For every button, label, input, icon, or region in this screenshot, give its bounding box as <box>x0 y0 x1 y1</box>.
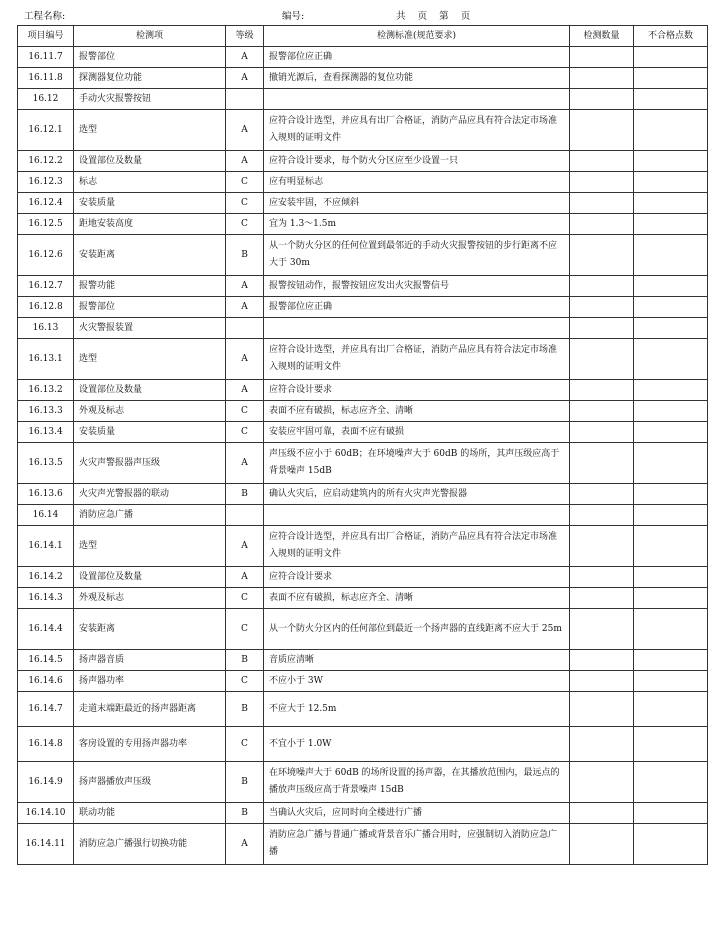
row-grade <box>226 89 264 110</box>
table-row <box>18 297 708 318</box>
row-grade: C <box>226 401 264 422</box>
col-header-standard: 检测标准(规范要求) <box>264 26 570 47</box>
row-id: 16.14.5 <box>18 650 74 671</box>
row-quantity <box>570 297 634 318</box>
row-quantity <box>570 110 634 151</box>
row-grade <box>226 505 264 526</box>
row-id: 16.13.5 <box>18 443 74 484</box>
row-item: 火灾声警报器声压级 <box>74 443 226 484</box>
row-failures <box>634 824 708 865</box>
row-id: 16.13.2 <box>18 380 74 401</box>
row-grade: A <box>226 339 264 380</box>
row-quantity <box>570 89 634 110</box>
row-quantity <box>570 68 634 89</box>
table-row <box>18 650 708 671</box>
table-row <box>18 193 708 214</box>
section-row <box>18 318 708 339</box>
row-failures <box>634 484 708 505</box>
row-failures <box>634 151 708 172</box>
row-item: 火灾警报装置 <box>74 318 226 339</box>
row-standard: 确认火灾后，应启动建筑内的所有火灾声光警报器 <box>264 484 570 505</box>
row-standard: 从一个防火分区的任何位置到最邻近的手动火灾报警按钮的步行距离不应大于 30m <box>264 235 570 276</box>
table-row <box>18 692 708 727</box>
row-id: 16.14 <box>18 505 74 526</box>
row-item: 安装质量 <box>74 193 226 214</box>
row-quantity <box>570 47 634 68</box>
row-grade: C <box>226 727 264 762</box>
row-standard: 应符合设计要求 <box>264 567 570 588</box>
row-standard: 撤销光源后，查看探测器的复位功能 <box>264 68 570 89</box>
row-failures <box>634 762 708 803</box>
row-item: 安装质量 <box>74 422 226 443</box>
row-failures <box>634 235 708 276</box>
row-failures <box>634 89 708 110</box>
table-row <box>18 762 708 803</box>
row-failures <box>634 214 708 235</box>
row-item: 报警功能 <box>74 276 226 297</box>
row-failures <box>634 47 708 68</box>
col-header-grade: 等级 <box>226 26 264 47</box>
row-failures <box>634 193 708 214</box>
row-failures <box>634 692 708 727</box>
row-quantity <box>570 193 634 214</box>
row-grade: C <box>226 609 264 650</box>
row-quantity <box>570 824 634 865</box>
row-standard: 报警部位应正确 <box>264 47 570 68</box>
row-grade: A <box>226 110 264 151</box>
row-quantity <box>570 526 634 567</box>
row-id: 16.12.3 <box>18 172 74 193</box>
row-failures <box>634 401 708 422</box>
row-item: 外观及标志 <box>74 588 226 609</box>
table-row <box>18 401 708 422</box>
row-failures <box>634 297 708 318</box>
row-id: 16.14.3 <box>18 588 74 609</box>
row-id: 16.14.9 <box>18 762 74 803</box>
row-standard: 消防应急广播与普通广播或背景音乐广播合用时，应强制切入消防应急广播 <box>264 824 570 865</box>
table-row <box>18 422 708 443</box>
row-id: 16.12 <box>18 89 74 110</box>
row-grade: A <box>226 443 264 484</box>
row-failures <box>634 588 708 609</box>
row-item: 外观及标志 <box>74 401 226 422</box>
row-quantity <box>570 762 634 803</box>
number-label: 编号: <box>282 11 305 22</box>
row-id: 16.12.1 <box>18 110 74 151</box>
row-id: 16.12.6 <box>18 235 74 276</box>
row-grade: A <box>226 47 264 68</box>
inspection-table <box>17 25 708 865</box>
col-header-failures: 不合格点数 <box>634 26 708 47</box>
row-quantity <box>570 235 634 276</box>
row-grade: B <box>226 762 264 803</box>
row-standard: 当确认火灾后，应同时向全楼进行广播 <box>264 803 570 824</box>
row-failures <box>634 422 708 443</box>
row-quantity <box>570 214 634 235</box>
row-failures <box>634 609 708 650</box>
row-standard: 安装应牢固可靠，表面不应有破损 <box>264 422 570 443</box>
row-id: 16.11.7 <box>18 47 74 68</box>
row-item: 消防应急广播强行切换功能 <box>74 824 226 865</box>
row-id: 16.12.7 <box>18 276 74 297</box>
table-row <box>18 47 708 68</box>
row-id: 16.14.1 <box>18 526 74 567</box>
row-quantity <box>570 401 634 422</box>
row-grade: B <box>226 692 264 727</box>
row-item: 设置部位及数量 <box>74 567 226 588</box>
row-quantity <box>570 671 634 692</box>
table-row <box>18 151 708 172</box>
row-failures <box>634 526 708 567</box>
row-quantity <box>570 650 634 671</box>
row-item: 扬声器功率 <box>74 671 226 692</box>
row-id: 16.14.4 <box>18 609 74 650</box>
row-item: 安装距离 <box>74 235 226 276</box>
row-item: 扬声器音质 <box>74 650 226 671</box>
row-standard: 应符合设计选型，并应具有出厂合格证，消防产品应具有符合法定市场准入规则的证明文件 <box>264 526 570 567</box>
row-standard: 应符合设计选型，并应具有出厂合格证，消防产品应具有符合法定市场准入规则的证明文件 <box>264 110 570 151</box>
form-header <box>18 6 708 22</box>
table-row <box>18 214 708 235</box>
row-standard: 宜为 1.3～1.5m <box>264 214 570 235</box>
row-standard: 从一个防火分区内的任何部位到最近一个扬声器的直线距离不应大于 25m <box>264 609 570 650</box>
row-id: 16.13.1 <box>18 339 74 380</box>
row-item: 安装距离 <box>74 609 226 650</box>
row-id: 16.13.3 <box>18 401 74 422</box>
row-quantity <box>570 339 634 380</box>
row-standard <box>264 89 570 110</box>
section-row <box>18 89 708 110</box>
row-grade: B <box>226 650 264 671</box>
row-quantity <box>570 505 634 526</box>
row-failures <box>634 380 708 401</box>
row-grade: A <box>226 297 264 318</box>
table-header-row <box>18 26 708 47</box>
row-quantity <box>570 567 634 588</box>
row-standard: 音质应清晰 <box>264 650 570 671</box>
row-item: 客房设置的专用扬声器功率 <box>74 727 226 762</box>
row-grade: C <box>226 193 264 214</box>
row-item: 选型 <box>74 526 226 567</box>
row-quantity <box>570 484 634 505</box>
table-row <box>18 671 708 692</box>
row-grade: A <box>226 276 264 297</box>
table-row <box>18 609 708 650</box>
row-grade: A <box>226 526 264 567</box>
row-id: 16.14.8 <box>18 727 74 762</box>
row-quantity <box>570 318 634 339</box>
row-standard: 报警部位应正确 <box>264 297 570 318</box>
row-item: 探测器复位功能 <box>74 68 226 89</box>
table-row <box>18 484 708 505</box>
row-quantity <box>570 380 634 401</box>
row-id: 16.14.10 <box>18 803 74 824</box>
row-quantity <box>570 692 634 727</box>
row-failures <box>634 650 708 671</box>
table-row <box>18 276 708 297</box>
row-grade: A <box>226 151 264 172</box>
row-failures <box>634 803 708 824</box>
row-failures <box>634 110 708 151</box>
row-failures <box>634 567 708 588</box>
row-grade: C <box>226 214 264 235</box>
row-standard: 应安装牢固，不应倾斜 <box>264 193 570 214</box>
row-grade: C <box>226 422 264 443</box>
row-id: 16.14.6 <box>18 671 74 692</box>
row-grade: A <box>226 567 264 588</box>
row-quantity <box>570 276 634 297</box>
row-grade: A <box>226 68 264 89</box>
row-failures <box>634 727 708 762</box>
table-row <box>18 68 708 89</box>
row-grade: B <box>226 235 264 276</box>
row-grade: C <box>226 588 264 609</box>
row-standard: 不应小于 3W <box>264 671 570 692</box>
row-id: 16.14.7 <box>18 692 74 727</box>
row-item: 距地安装高度 <box>74 214 226 235</box>
row-quantity <box>570 443 634 484</box>
row-id: 16.13 <box>18 318 74 339</box>
row-item: 联动功能 <box>74 803 226 824</box>
row-failures <box>634 339 708 380</box>
row-standard: 不宜小于 1.0W <box>264 727 570 762</box>
section-row <box>18 505 708 526</box>
row-failures <box>634 671 708 692</box>
row-grade: A <box>226 824 264 865</box>
row-standard: 报警按钮动作，报警按钮应发出火灾报警信号 <box>264 276 570 297</box>
table-row <box>18 339 708 380</box>
row-quantity <box>570 609 634 650</box>
row-item: 选型 <box>74 339 226 380</box>
row-failures <box>634 68 708 89</box>
table-row <box>18 727 708 762</box>
table-row <box>18 443 708 484</box>
row-item: 走道末端距最近的扬声器距离 <box>74 692 226 727</box>
row-id: 16.12.8 <box>18 297 74 318</box>
row-grade <box>226 318 264 339</box>
row-id: 16.14.2 <box>18 567 74 588</box>
row-quantity <box>570 172 634 193</box>
table-row <box>18 567 708 588</box>
col-header-id: 项目编号 <box>18 26 74 47</box>
row-failures <box>634 318 708 339</box>
row-quantity <box>570 151 634 172</box>
row-grade: C <box>226 172 264 193</box>
row-id: 16.13.6 <box>18 484 74 505</box>
row-item: 标志 <box>74 172 226 193</box>
row-failures <box>634 276 708 297</box>
table-row <box>18 803 708 824</box>
project-name-label: 工程名称: <box>24 11 66 22</box>
row-item: 火灾声光警报器的联动 <box>74 484 226 505</box>
page-label: 共 页 第 页 <box>396 11 471 22</box>
row-grade: C <box>226 671 264 692</box>
row-standard: 应符合设计要求 <box>264 380 570 401</box>
table-row <box>18 235 708 276</box>
row-quantity <box>570 588 634 609</box>
row-item: 设置部位及数量 <box>74 151 226 172</box>
row-standard: 表面不应有破损，标志应齐全、清晰 <box>264 588 570 609</box>
row-quantity <box>570 803 634 824</box>
row-item: 设置部位及数量 <box>74 380 226 401</box>
row-id: 16.12.5 <box>18 214 74 235</box>
table-row <box>18 526 708 567</box>
table-row <box>18 110 708 151</box>
row-item: 手动火灾报警按钮 <box>74 89 226 110</box>
table-row <box>18 588 708 609</box>
col-header-item: 检测项 <box>74 26 226 47</box>
row-id: 16.11.8 <box>18 68 74 89</box>
table-row <box>18 824 708 865</box>
row-failures <box>634 172 708 193</box>
row-standard: 在环境噪声大于 60dB 的场所设置的扬声器，在其播放范围内，最远点的播放声压级应高于背景噪声 15dB <box>264 762 570 803</box>
row-quantity <box>570 727 634 762</box>
row-quantity <box>570 422 634 443</box>
row-id: 16.14.11 <box>18 824 74 865</box>
row-failures <box>634 505 708 526</box>
row-item: 报警部位 <box>74 47 226 68</box>
table-row <box>18 172 708 193</box>
row-standard: 应有明显标志 <box>264 172 570 193</box>
row-item: 消防应急广播 <box>74 505 226 526</box>
row-item: 选型 <box>74 110 226 151</box>
row-item: 扬声器播放声压级 <box>74 762 226 803</box>
row-grade: A <box>226 380 264 401</box>
row-standard: 应符合设计要求，每个防火分区应至少设置一只 <box>264 151 570 172</box>
row-standard: 应符合设计选型，并应具有出厂合格证，消防产品应具有符合法定市场准入规则的证明文件 <box>264 339 570 380</box>
row-standard: 不应大于 12.5m <box>264 692 570 727</box>
row-item: 报警部位 <box>74 297 226 318</box>
row-failures <box>634 443 708 484</box>
col-header-quantity: 检测数量 <box>570 26 634 47</box>
row-id: 16.12.2 <box>18 151 74 172</box>
row-standard: 表面不应有破损，标志应齐全、清晰 <box>264 401 570 422</box>
table-row <box>18 380 708 401</box>
row-id: 16.12.4 <box>18 193 74 214</box>
row-grade: B <box>226 803 264 824</box>
row-id: 16.13.4 <box>18 422 74 443</box>
row-standard <box>264 505 570 526</box>
row-standard <box>264 318 570 339</box>
row-standard: 声压级不应小于 60dB；在环境噪声大于 60dB 的场所，其声压级应高于背景噪声 15dB <box>264 443 570 484</box>
row-grade: B <box>226 484 264 505</box>
